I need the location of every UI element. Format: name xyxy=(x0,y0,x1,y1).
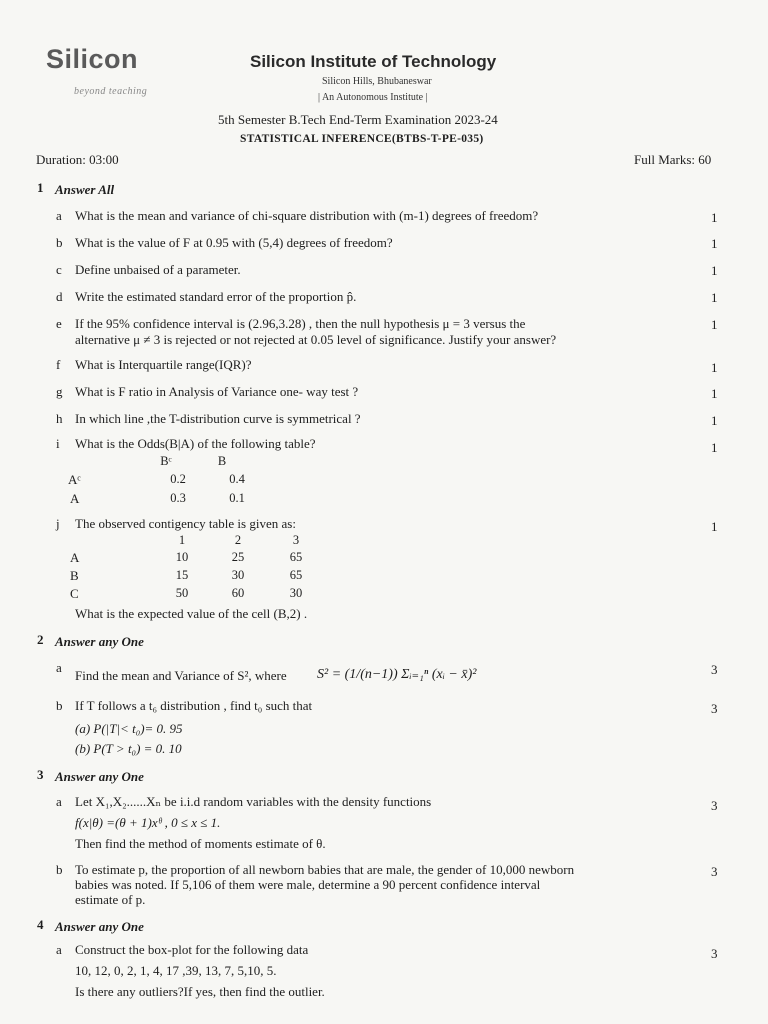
item-label: b xyxy=(56,698,63,713)
item-text-continued: babies was noted. If 5,106 of them were male, determine a 90 percent confidence interval xyxy=(75,877,541,892)
item-text: The observed contigency table is given as: xyxy=(75,516,296,531)
institute-logo: Silicon xyxy=(46,44,139,74)
table-cell: 50 xyxy=(175,586,189,600)
table-row-label: B xyxy=(70,568,79,583)
item-marks: 3 xyxy=(711,946,718,961)
item-marks: 1 xyxy=(711,360,718,375)
table-row-label: A xyxy=(70,491,80,506)
item-text: What is Interquartile range(IQR)? xyxy=(75,357,252,372)
section-title: Answer any One xyxy=(55,634,144,649)
table-cell: 30 xyxy=(289,586,303,600)
section-title: Answer any One xyxy=(55,769,144,784)
item-label: c xyxy=(56,262,62,277)
item-label: a xyxy=(56,794,62,809)
autonomous-label: | An Autonomous Institute | xyxy=(318,92,428,103)
item-marks: 1 xyxy=(711,290,718,305)
item-text: What is F ratio in Analysis of Variance one- way test ? xyxy=(75,384,359,399)
table-row-label: A xyxy=(70,550,80,565)
table-col-header: B xyxy=(217,454,227,468)
item-label: b xyxy=(56,235,63,250)
table-row-label: Aᶜ xyxy=(68,472,81,487)
question-number: 2 xyxy=(37,632,44,647)
item-marks: 1 xyxy=(711,386,718,401)
item-text-continued: Then find the method of moments estimate of θ. xyxy=(75,836,326,851)
item-text: Construct the box-plot for the following data xyxy=(75,942,309,957)
section-title: Answer any One xyxy=(55,919,144,934)
logo-tagline: beyond teaching xyxy=(74,86,148,97)
item-marks: 1 xyxy=(711,317,718,332)
item-text: What is the mean and variance of chi-square distribution with (m-1) degrees of freedom? xyxy=(75,208,539,223)
institute-address: Silicon Hills, Bhubaneswar xyxy=(322,76,432,87)
exam-title: 5th Semester B.Tech End-Term Examination 2023-24 xyxy=(218,112,498,127)
full-marks: Full Marks: 60 xyxy=(634,152,712,167)
table-cell: 0.1 xyxy=(229,491,245,505)
item-marks: 1 xyxy=(711,440,718,455)
course-title: STATISTICAL INFERENCE(BTBS-T-PE-035) xyxy=(240,133,484,145)
item-text: Write the estimated standard error of the proportion p̂. xyxy=(75,289,357,304)
item-text-continued: estimate of p. xyxy=(75,892,146,907)
formula: (a) P(|T|< t₀)= 0. 95 xyxy=(75,721,183,736)
item-text: To estimate p, the proportion of all newborn babies that are male, the gender of 10,000 newborn xyxy=(75,862,575,877)
item-text: Find the mean and Variance of S², where xyxy=(75,668,287,683)
question-number: 1 xyxy=(37,180,44,195)
table-row-label: C xyxy=(70,586,79,601)
item-text: Define unbaised of a parameter. xyxy=(75,262,241,277)
item-marks: 1 xyxy=(711,263,718,278)
duration: Duration: 03:00 xyxy=(36,152,119,167)
item-label: f xyxy=(56,357,61,372)
formula: S² = (1/(n−1)) Σᵢ₌₁ⁿ (xᵢ − x̄)² xyxy=(317,667,477,682)
item-text: If the 95% confidence interval is (2.96,3.28) , then the null hypothesis μ = 3 versus the xyxy=(75,316,526,331)
item-text: What is the Odds(B|A) of the following table? xyxy=(75,436,316,451)
table-cell: 10 xyxy=(175,550,189,564)
table-cell: 25 xyxy=(231,550,245,564)
item-label: e xyxy=(56,316,62,331)
item-label: j xyxy=(56,516,60,531)
item-text: If T follows a t₆ distribution , find t₀ such that xyxy=(75,698,313,713)
table-col-header: 3 xyxy=(292,533,300,547)
item-label: h xyxy=(56,411,63,426)
table-col-header: 1 xyxy=(178,533,186,547)
table-cell: 60 xyxy=(231,586,245,600)
table-cell: 15 xyxy=(175,568,189,582)
item-text-continued: What is the expected value of the cell (B,2) . xyxy=(75,606,308,621)
item-marks: 1 xyxy=(711,413,718,428)
item-label: a xyxy=(56,660,62,675)
item-label: i xyxy=(56,436,60,451)
item-marks: 3 xyxy=(711,701,718,716)
item-label: a xyxy=(56,208,62,223)
table-cell: 30 xyxy=(231,568,245,582)
table-cell: 0.4 xyxy=(229,472,245,486)
table-cell: 0.3 xyxy=(170,491,186,505)
item-text-continued: 10, 12, 0, 2, 1, 4, 17 ,39, 13, 7, 5,10, 5. xyxy=(75,963,277,978)
formula: (b) P(T > t₀) = 0. 10 xyxy=(75,741,182,756)
item-label: g xyxy=(56,384,63,399)
table-col-header: Bᶜ xyxy=(160,454,172,468)
item-text-continued: Is there any outliers?If yes, then find the outlier. xyxy=(75,984,325,999)
item-marks: 3 xyxy=(711,662,718,677)
formula: f(x|θ) =(θ + 1)xᶿ , 0 ≤ x ≤ 1. xyxy=(75,815,221,830)
item-text: In which line ,the T-distribution curve is symmetrical ? xyxy=(75,411,361,426)
item-marks: 1 xyxy=(711,210,718,225)
item-label: d xyxy=(56,289,63,304)
item-marks: 1 xyxy=(711,236,718,251)
item-label: a xyxy=(56,942,62,957)
question-number: 4 xyxy=(37,917,44,932)
question-number: 3 xyxy=(37,767,44,782)
item-text-continued: alternative μ ≠ 3 is rejected or not rejected at 0.05 level of significance. Justify your answer? xyxy=(75,332,557,347)
item-text: What is the value of F at 0.95 with (5,4) degrees of freedom? xyxy=(75,235,393,250)
institute-name: Silicon Institute of Technology xyxy=(250,52,497,71)
item-text: Let X₁,X₂......Xₙ be i.i.d random variables with the density functions xyxy=(75,794,432,809)
table-cell: 65 xyxy=(289,568,303,582)
item-label: b xyxy=(56,862,63,877)
table-cell: 65 xyxy=(289,550,303,564)
item-marks: 3 xyxy=(711,798,718,813)
item-marks: 1 xyxy=(711,519,718,534)
section-title: Answer All xyxy=(55,182,115,197)
item-marks: 3 xyxy=(711,864,718,879)
table-cell: 0.2 xyxy=(170,472,186,486)
table-col-header: 2 xyxy=(234,533,242,547)
